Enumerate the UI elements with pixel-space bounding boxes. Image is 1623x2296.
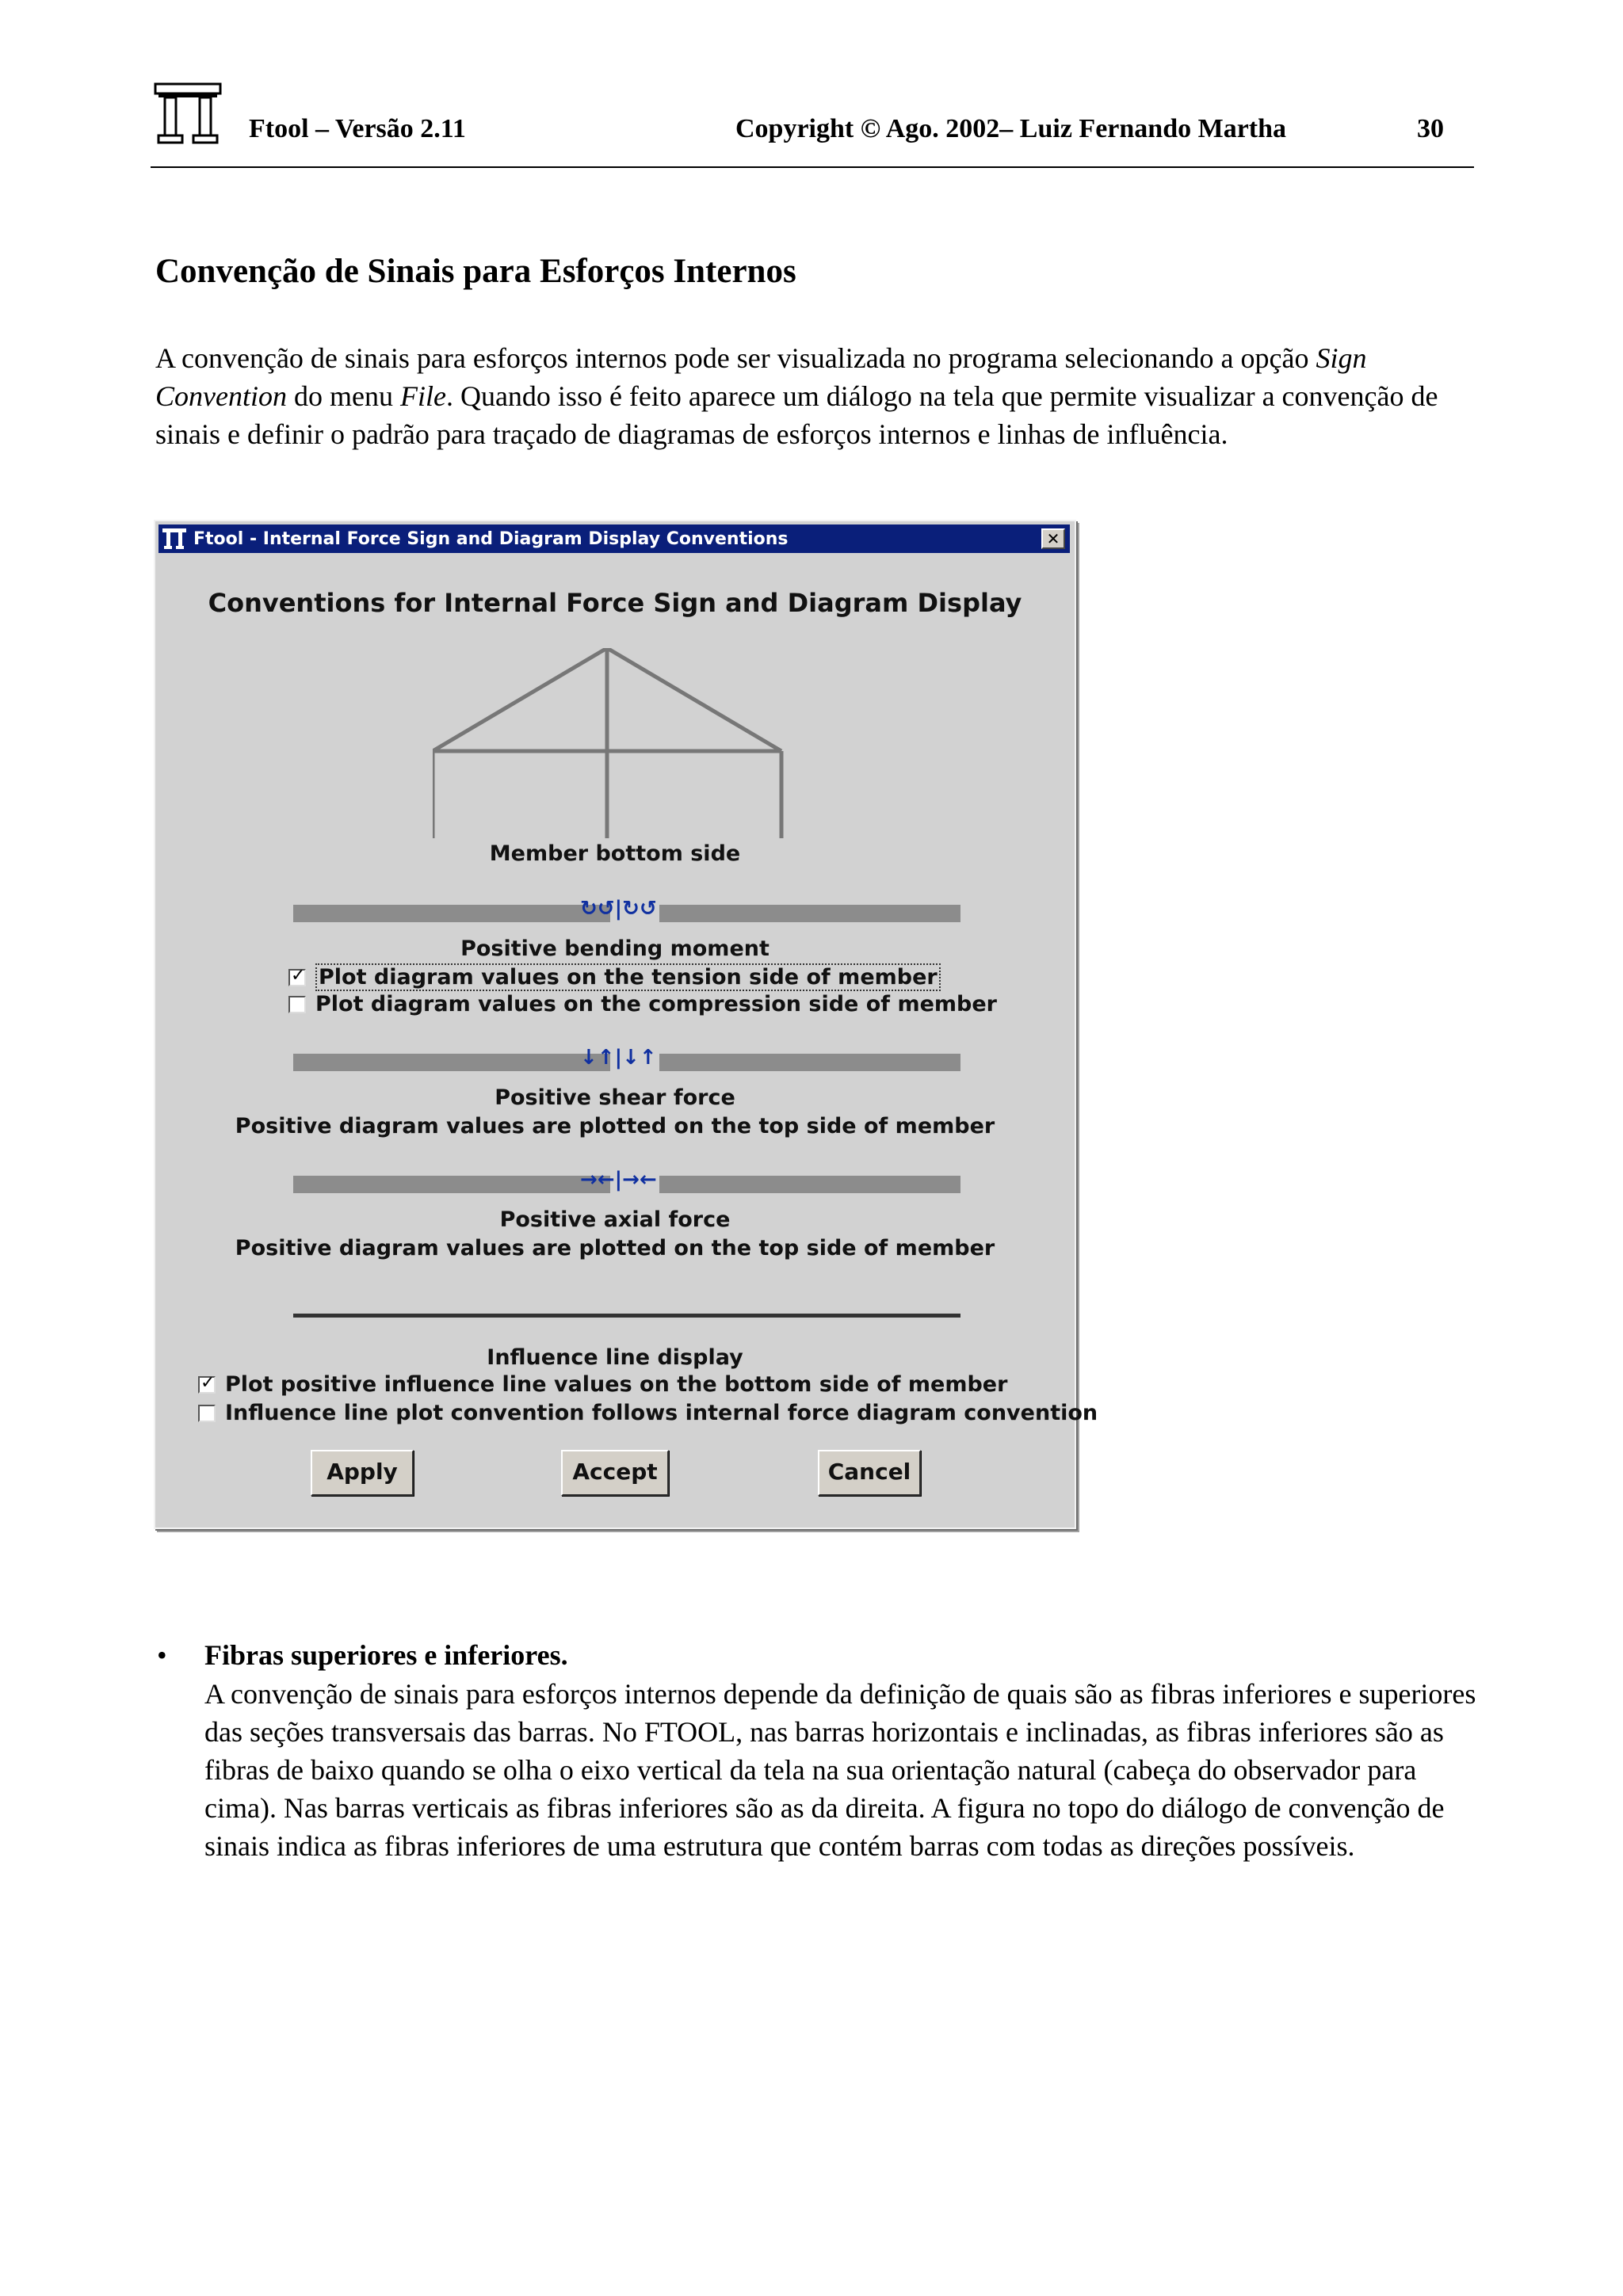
intro-text-3: . Quando isso é feito aparece um diálogo na tela que permite visualizar a convenção de sinais e definir o padrão para traçado de diagramas de esforços internos e linhas de influência. [155, 380, 1438, 450]
shear-arrows-icon: ↓↑|↓↑ [580, 1046, 657, 1070]
sign-convention-dialog [154, 520, 1098, 1529]
dialog-window-title: Ftool - Internal Force Sign and Diagram Display Conventions [193, 529, 789, 549]
accept-button[interactable]: Accept [561, 1450, 669, 1496]
moment-arrows-icon: ↻↺|↻↺ [580, 897, 657, 921]
dialog-titlebar[interactable] [158, 524, 1070, 553]
axial-note: Positive diagram values are plotted on the top side of member [235, 1236, 995, 1261]
axial-member-right [659, 1176, 960, 1193]
influence-bottom-label: Plot positive influence line values on the bottom side of member [225, 1372, 1008, 1397]
intro-text-2: do menu [286, 380, 400, 412]
bullet-paragraph: A convenção de sinais para esforços internos depende da definição de quais são as fibras inferiores e superiores das seções transversais das barras. No FTOOL, nas barras horizontais e inclinadas, as fibras inferiores são as fibras de baixo quando se olha o eixo vertical da tela na sua orientação natural (cabeça do observador para cima). Nas barras verticais as fibras inferiores são as da direita. A figura no topo do diálogo de convenção de sinais indica as fibras inferiores de uma estrutura que contém barras com todas as direções possíveis. [204, 1678, 1476, 1862]
influence-bottom-checkbox[interactable] [198, 1376, 216, 1394]
close-button[interactable] [1041, 528, 1065, 549]
cancel-button[interactable]: Cancel [818, 1450, 921, 1496]
moment-member-right [659, 905, 960, 922]
bullet-marker: • [157, 1639, 167, 1671]
dialog-heading: Conventions for Internal Force Sign and Diagram Display [208, 588, 1022, 618]
ftool-app-icon [162, 528, 187, 550]
tension-side-label: Plot diagram values on the tension side of member [315, 963, 941, 991]
section-title: Convenção de Sinais para Esforços Internos [155, 253, 796, 290]
shear-note: Positive diagram values are plotted on the top side of member [235, 1114, 995, 1138]
compression-side-label: Plot diagram values on the compression side of member [315, 992, 997, 1016]
ftool-logo-icon [154, 82, 222, 146]
intro-menu-name: File [399, 380, 446, 412]
compression-side-checkbox[interactable] [288, 996, 306, 1013]
intro-text-1: A convenção de sinais para esforços internos pode ser visualizada no programa selecionando a opção [155, 342, 1316, 374]
option-influence-follow[interactable] [198, 1401, 1098, 1425]
tension-side-checkbox[interactable] [288, 969, 306, 986]
bending-label: Positive bending moment [460, 936, 769, 961]
option-influence-bottom[interactable] [198, 1372, 1007, 1397]
member-bottom-side-label: Member bottom side [489, 841, 741, 866]
axial-member-left [293, 1176, 610, 1193]
intro-paragraph [155, 339, 1487, 453]
shear-member-left [293, 1054, 610, 1071]
moment-member-left [293, 905, 610, 922]
header-title: Ftool – Versão 2.11 [249, 114, 466, 143]
option-compression-side[interactable] [288, 992, 997, 1016]
page-header [151, 79, 1474, 168]
header-copyright: Copyright © Ago. 2002– Luiz Fernando Martha [735, 114, 1287, 143]
intro-menu-option: Sign Convention [155, 342, 1367, 412]
axial-arrows-icon: →←|→← [580, 1168, 657, 1192]
shear-label: Positive shear force [495, 1085, 735, 1110]
bullet-heading: Fibras superiores e inferiores. [204, 1639, 568, 1671]
page-number: 30 [1417, 114, 1444, 143]
axial-label: Positive axial force [499, 1207, 731, 1232]
shear-member-right [659, 1054, 960, 1071]
structure-diagram-icon [433, 648, 797, 838]
close-icon: ✕ [1046, 529, 1060, 548]
apply-button[interactable]: Apply [311, 1450, 414, 1496]
influence-follow-checkbox[interactable] [198, 1405, 216, 1422]
option-tension-side[interactable] [288, 963, 941, 991]
influence-member-line [293, 1314, 960, 1318]
influence-follow-label: Influence line plot convention follows internal force diagram convention [225, 1401, 1098, 1425]
influence-label: Influence line display [487, 1345, 743, 1370]
